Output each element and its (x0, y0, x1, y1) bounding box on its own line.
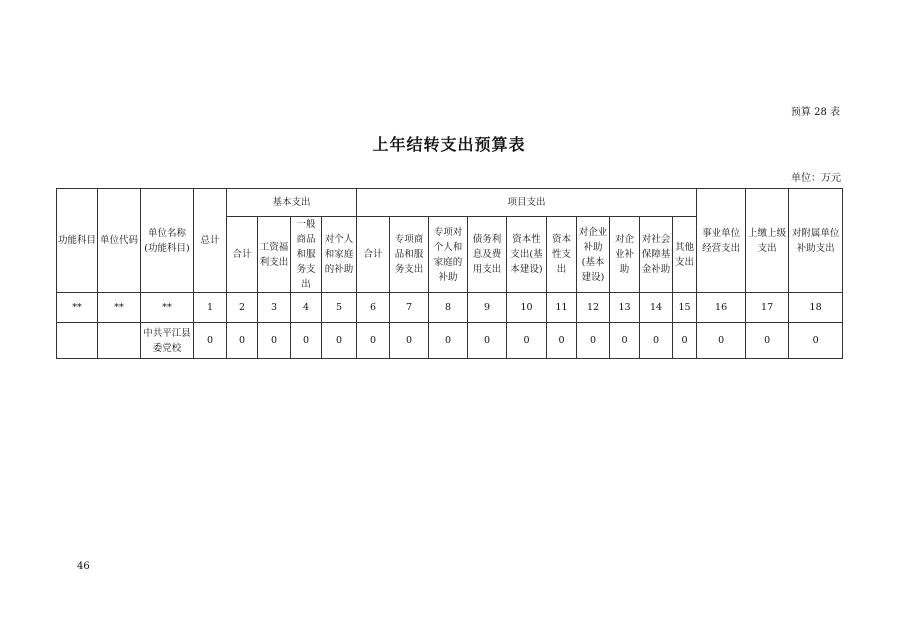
header-project-col: 对企业补助(基本建设) (577, 217, 610, 293)
header-basic-col: 一般商品和服务支出 (291, 217, 322, 293)
header-project-col: 资本性支出 (547, 217, 577, 293)
value-cell: 0 (429, 323, 468, 359)
header-project-col: 对企业补助 (610, 217, 640, 293)
header-basic-group: 基本支出 (227, 189, 357, 217)
index-cell: 8 (429, 293, 468, 323)
index-cell: 9 (468, 293, 507, 323)
func-subject-cell (57, 323, 98, 359)
header-subsidiary: 对附属单位补助支出 (789, 189, 843, 293)
header-project-col: 合计 (357, 217, 390, 293)
value-cell: 0 (194, 323, 227, 359)
value-cell: 0 (258, 323, 291, 359)
header-total: 总计 (194, 189, 227, 293)
index-cell: 15 (673, 293, 697, 323)
index-cell: 16 (697, 293, 746, 323)
value-cell: 0 (322, 323, 357, 359)
value-cell: 0 (227, 323, 258, 359)
header-project-group: 项目支出 (357, 189, 697, 217)
index-cell: 1 (194, 293, 227, 323)
budget-table (56, 188, 843, 359)
header-unit-name: 单位名称 (功能科目) (141, 189, 194, 293)
header-project-col: 专项商品和服务支出 (390, 217, 429, 293)
index-cell: 7 (390, 293, 429, 323)
value-cell: 0 (390, 323, 429, 359)
value-cell: 0 (468, 323, 507, 359)
index-cell: 10 (507, 293, 547, 323)
header-upper-payment: 上缴上级支出 (746, 189, 789, 293)
index-cell: 12 (577, 293, 610, 323)
index-cell: 18 (789, 293, 843, 323)
index-cell: ** (98, 293, 141, 323)
header-project-col: 对社会保障基金补助 (640, 217, 673, 293)
index-cell: 5 (322, 293, 357, 323)
unit-code-cell (98, 323, 141, 359)
header-business-ops: 事业单位经营支出 (697, 189, 746, 293)
index-cell: 4 (291, 293, 322, 323)
index-cell: 13 (610, 293, 640, 323)
index-row (57, 293, 843, 323)
value-cell: 0 (291, 323, 322, 359)
index-cell: ** (57, 293, 98, 323)
header-project-col: 其他支出 (673, 217, 697, 293)
value-cell: 0 (697, 323, 746, 359)
value-cell: 0 (577, 323, 610, 359)
unit-name-cell: 中共平江县委党校 (141, 323, 194, 359)
header-project-col: 资本性支出(基本建设) (507, 217, 547, 293)
table-row (57, 323, 843, 359)
index-cell: 2 (227, 293, 258, 323)
index-cell: 14 (640, 293, 673, 323)
index-cell: 17 (746, 293, 789, 323)
form-code: 预算 28 表 (790, 107, 840, 118)
value-cell: 0 (547, 323, 577, 359)
header-unit-code: 单位代码 (98, 189, 141, 293)
value-cell: 0 (789, 323, 843, 359)
value-cell: 0 (673, 323, 697, 359)
header-project-col: 债务利息及费用支出 (468, 217, 507, 293)
value-cell: 0 (507, 323, 547, 359)
index-cell: 6 (357, 293, 390, 323)
index-cell: 3 (258, 293, 291, 323)
page-title: 上年结转支出预算表 (372, 135, 526, 154)
index-cell: 11 (547, 293, 577, 323)
header-basic-col: 合计 (227, 217, 258, 293)
page-number: 46 (77, 561, 90, 572)
value-cell: 0 (610, 323, 640, 359)
index-cell: ** (141, 293, 194, 323)
unit-label: 单位：万元 (791, 173, 841, 184)
value-cell: 0 (357, 323, 390, 359)
value-cell: 0 (640, 323, 673, 359)
value-cell: 0 (746, 323, 789, 359)
header-project-col: 专项对个人和家庭的补助 (429, 217, 468, 293)
header-basic-col: 工资福利支出 (258, 217, 291, 293)
header-func-subject: 功能科目 (57, 189, 98, 293)
header-basic-col: 对个人和家庭的补助 (322, 217, 357, 293)
